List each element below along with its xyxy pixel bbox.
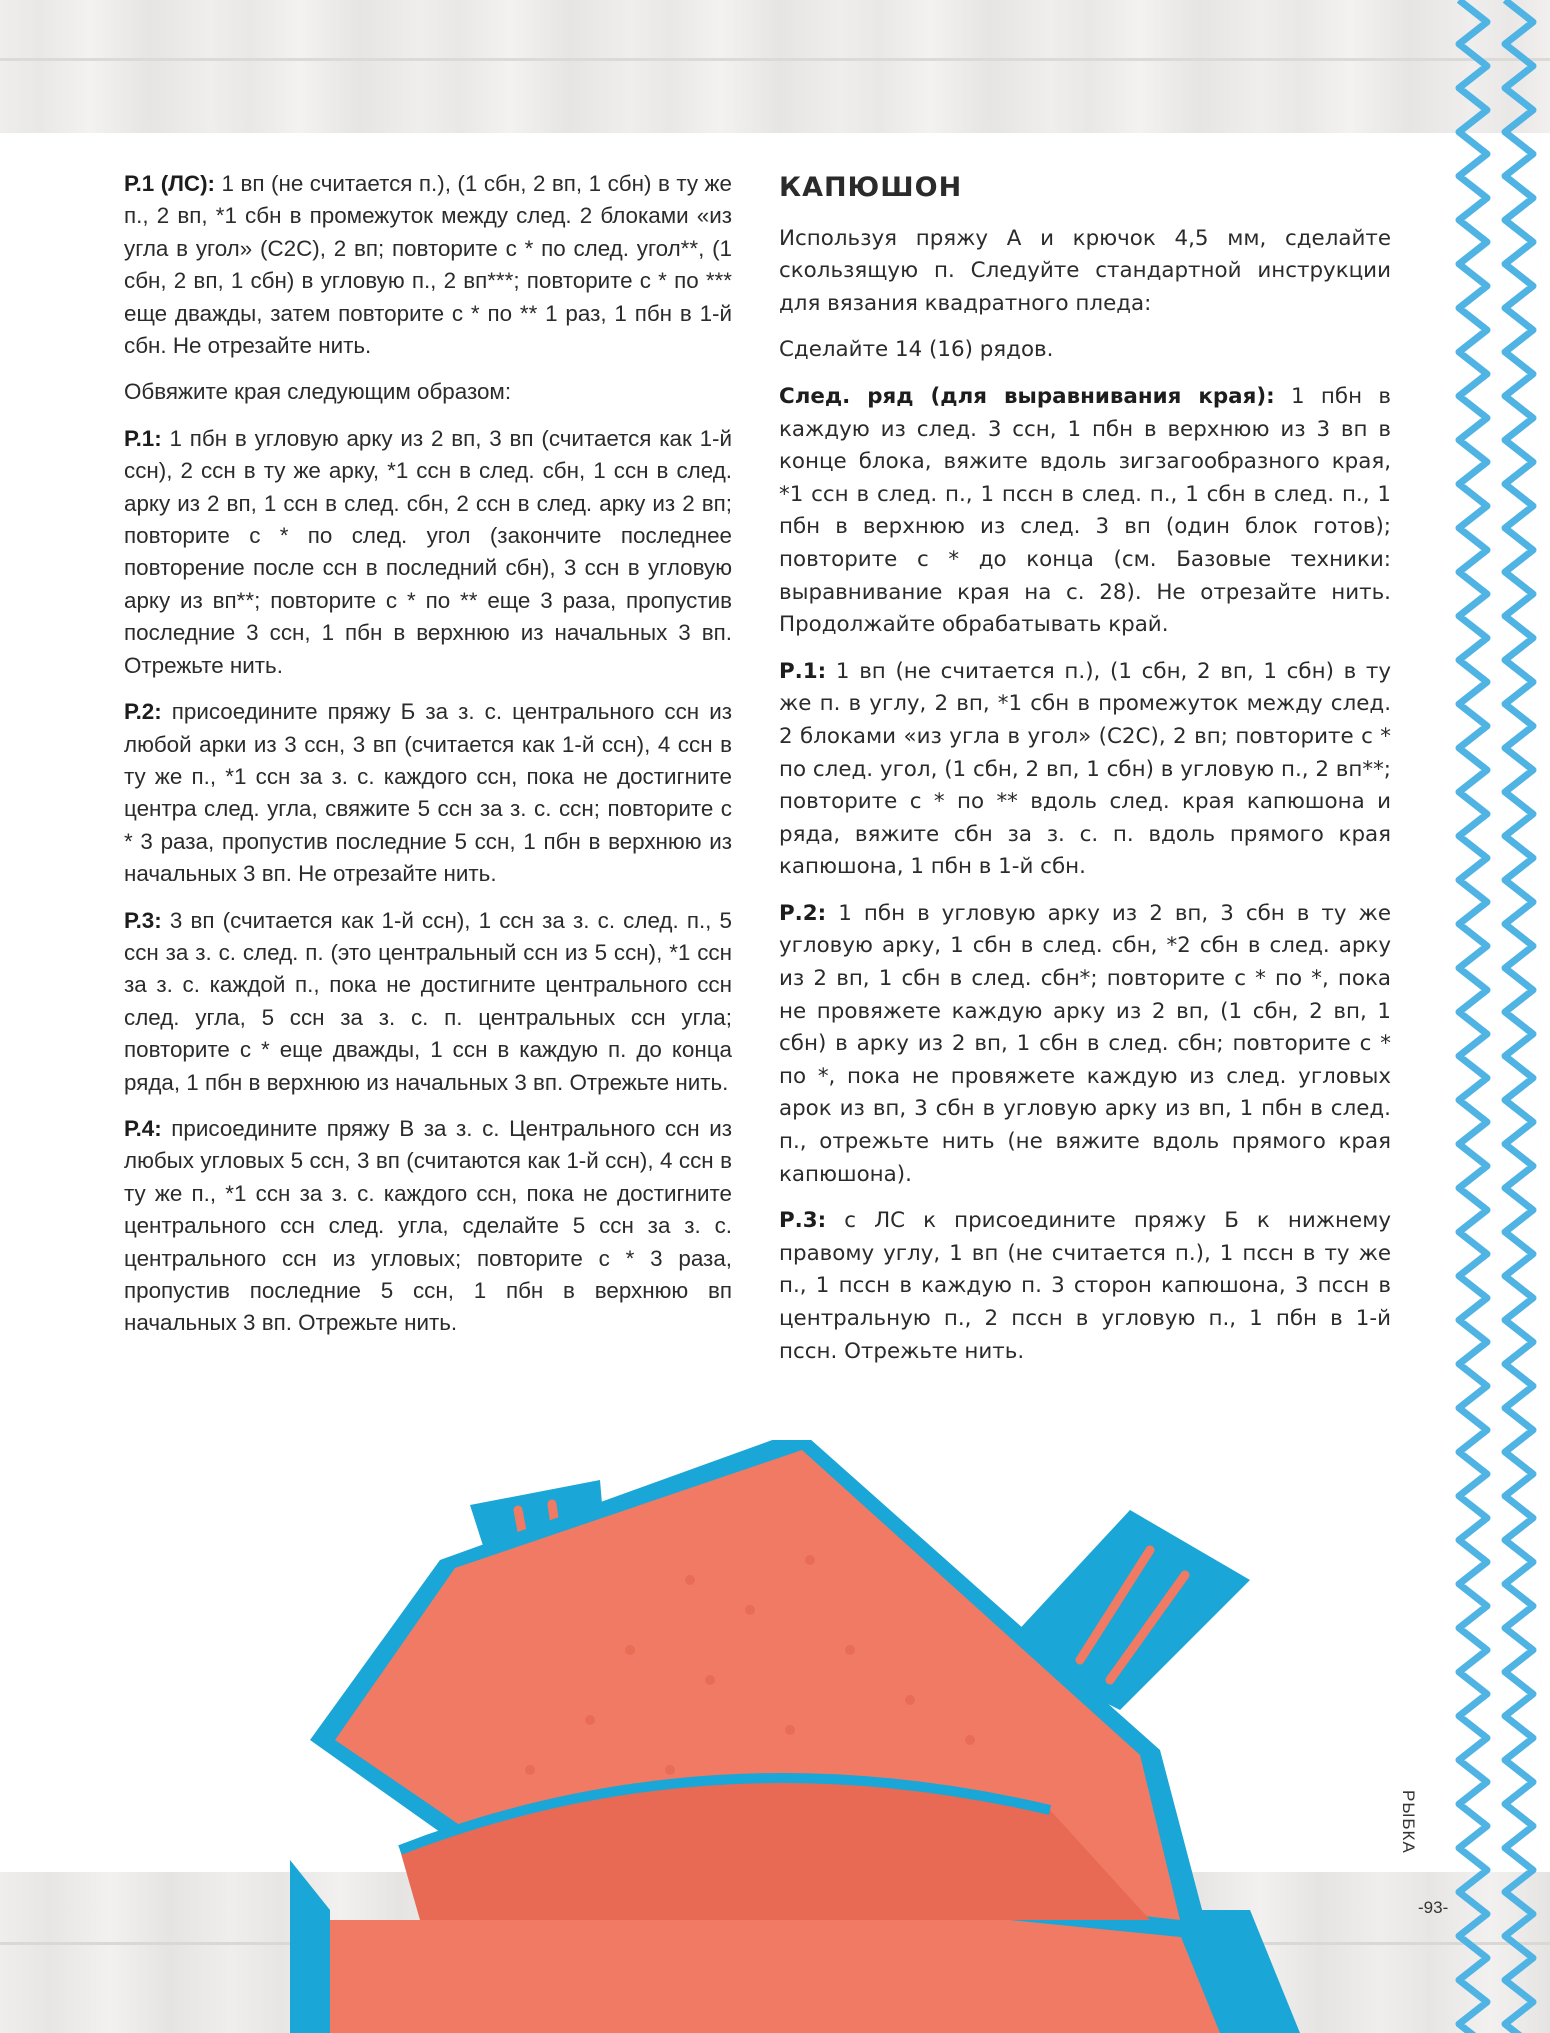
edge-row-3 <box>124 905 732 1099</box>
section-heading: КАПЮШОН <box>779 172 963 203</box>
round-label: Р.1 (ЛС): <box>124 171 216 196</box>
round-text: 3 вп (считается как 1-й ссн), 1 ссн за з. с. след. п., 5 ссн за з. с. след. п. (это центральный ссн из 5 ссн), *1 ссн за з. с. каждой п., пока не достигните центрального ссн след. угла, 5 ссн за з. с. п. центральных ссн угла; повторите с * еще дважды, 1 ссн в каждую п. до конца ряда, 1 пбн в верхнюю из начальных 3 вп. Отрежьте нить. <box>124 907 732 1095</box>
round-text: присоедините пряжу В за з. с. Центрального ссн из любых угловых 5 ссн, 3 вп (считаются как 1-й ссн), 4 ссн в ту же п., *1 ссн за з. с. каждого ссн, пока не достигните центрального ссн след. угла, сделайте 5 ссн за з. с. центрального ссн из угловых; повторите с * 3 раза, пропустив последние 5 ссн, 1 пбн в верхнюю вп начальных 3 вп. Отрежьте нить. <box>124 1115 732 1336</box>
round-label: Р.3: <box>779 1208 827 1234</box>
edge-row-1 <box>124 423 732 682</box>
round-text: 1 вп (не считается п.), (1 сбн, 2 вп, 1 сбн) в ту же п., 2 вп, *1 сбн в промежуток между след. 2 блоками «из угла в угол» (С2С), 2 вп; повторите с * по след. угол**, (1 сбн, 2 вп, 1 сбн) в угловую п., 2 вп***; повторите с * по *** еще дважды, затем повторите с * по ** 1 раз, 1 пбн в 1-й сбн. Не отрезайте нить. <box>124 171 732 359</box>
zigzag-border <box>1445 0 1550 2033</box>
round-text: 1 вп (не считается п.), (1 сбн, 2 вп, 1 сбн) в ту же п. в углу, 2 вп, *1 сбн в промежуток между след. 2 блоками «из угла в угол» (С2С), 2 вп; повторите с * по след. угол, (1 сбн, 2 вп, 1 сбн) в угловую п., 2 вп**; повторите с * по ** вдоль след. края капюшона и ряда, вяжите сбн за з. с. п. вдоль прямого края капюшона, 1 пбн в 1-й сбн. <box>779 658 1391 880</box>
hood-align-row <box>779 381 1391 642</box>
round-text: 1 пбн в угловую арку из 2 вп, 3 вп (считается как 1-й ссн), 2 ссн в ту же арку, *1 ссн в след. сбн, 1 ссн в след. арку из 2 вп, 1 ссн в след. сбн, 2 ссн в след. арку из 2 вп; повторите с * по след. угол (закончите последнее повторение после ссн в последний сбн), 3 ссн в угловую арку из вп**; повторите с * по ** еще 3 раза, пропустив последние 3 ссн, 1 пбн в верхнюю из начальных 3 вп. Отрежьте нить. <box>124 425 732 678</box>
hood-rows: Сделайте 14 (16) рядов. <box>779 337 1054 363</box>
round-text: 1 пбн в угловую арку из 2 вп, 3 сбн в ту же угловую арку, 1 сбн в след. сбн, *2 сбн в след. арку из 2 вп, 1 сбн в след. сбн*; повторите с * по *, пока не провяжете каждую арку из 2 вп, (1 сбн, 2 вп, 1 сбн) в арку из 2 вп, 1 сбн в след. сбн; повторите с * по *, пока не провяжете каждую из след. угловых арок из вп, 3 сбн в угловую арку из вп, 1 пбн в след. п., отрежьте нить (не вяжите вдоль прямого края капюшона). <box>779 900 1391 1187</box>
zigzag-line <box>1505 0 1533 2033</box>
hood-intro: Используя пряжу А и крючок 4,5 мм, сделайте скользящую п. Следуйте стандартной инструкции для вязания квадратного пледа: <box>779 225 1391 316</box>
edge-row-2 <box>124 696 732 890</box>
right-column <box>779 168 1391 1382</box>
edge-row-4 <box>124 1113 732 1340</box>
round-text: с ЛС к присоедините пряжу Б к нижнему правому углу, 1 вп (не считается п.), 1 пссн в ту же п., 1 пссн в каждую п. 3 сторон капюшона, 3 пссн в центральную п., 2 пссн в угловую п., 1 пбн в 1-й пссн. Отрежьте нить. <box>779 1208 1391 1364</box>
round-label: Р.4: <box>124 1115 162 1141</box>
crochet-hood-photo <box>290 1440 1430 2033</box>
round-label: Р.2: <box>124 699 162 725</box>
round-label: Р.1: <box>779 658 827 684</box>
round-1-paragraph <box>124 168 732 362</box>
left-column <box>124 168 732 1354</box>
round-label: Р.2: <box>779 900 827 926</box>
round-label: Р.1: <box>124 425 162 451</box>
hood-row-2 <box>779 898 1391 1191</box>
round-text: присоедините пряжу Б за з. с. центрального ссн из любой арки из 3 ссн, 3 вп (считается как 1-й ссн), 4 ссн в ту же п., *1 ссн за з. с. каждого ссн, пока не достигните центра след. угла, свяжите 5 ссн за з. с. ссн; повторите с * 3 раза, пропустив последние 5 ссн, 1 пбн в верхнюю из начальных 3 вп. Не отрезайте нить. <box>124 699 732 887</box>
round-label: След. ряд (для выравнивания края): <box>779 383 1275 409</box>
hood-row-1 <box>779 656 1391 884</box>
round-text: 1 пбн в каждую из след. 3 ссн, 1 пбн в верхнюю из 3 вп в конце блока, вяжите вдоль зигзагообразного края, *1 ссн в след. п., 1 пссн в след. п., 1 сбн в след. п., 1 пбн в верхнюю из след. 3 вп (один блок готов); повторите с * до конца (см. Базовые техники: выравнивание края на с. 28). Не отрезайте нить. Продолжайте обрабатывать край. <box>779 383 1391 638</box>
page-number: -93- <box>1418 1898 1449 1917</box>
edge-intro: Обвяжите края следующим образом: <box>124 379 512 405</box>
zigzag-line <box>1459 0 1487 2033</box>
wood-background-top <box>0 0 1550 133</box>
blanket-border-left <box>290 1860 330 2033</box>
hood-row-3 <box>779 1205 1391 1368</box>
section-side-label: РЫБКА <box>1399 1790 1418 1854</box>
round-label: Р.3: <box>124 907 162 933</box>
